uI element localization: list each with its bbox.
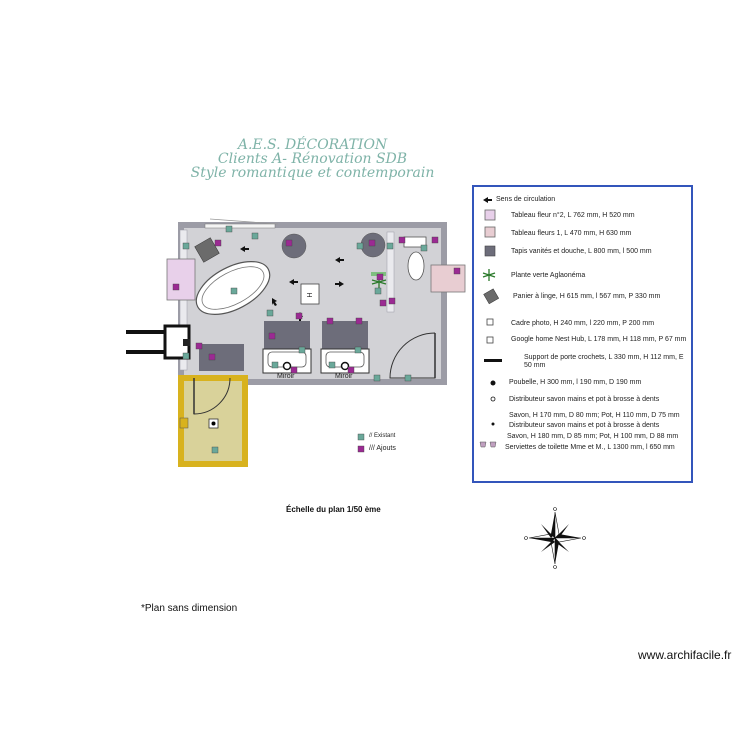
client-title: Clients A- Rénovation SDB bbox=[217, 151, 408, 167]
bin-icon bbox=[491, 381, 496, 386]
credit-label: www.archifacile.fr bbox=[638, 648, 732, 662]
company-title: A.E.S. DÉCORATION bbox=[237, 137, 388, 153]
existing-key-label: // Existant bbox=[369, 433, 396, 439]
legend-item-0: Sens de circulation bbox=[496, 196, 556, 203]
legend-item-11: Savon, H 170 mm, D 80 mm; Pot, H 110 mm, D 75 mm bbox=[509, 412, 680, 419]
pink-square-icon bbox=[485, 210, 495, 220]
legend-item-6: Cadre photo, H 240 mm, l 220 mm, P 200 mm bbox=[511, 320, 655, 327]
scale-label: Échelle du plan 1/50 ème bbox=[286, 505, 381, 514]
legend-item-14: Serviettes de toilette Mme et M., L 1300 mm, l 650 mm bbox=[505, 444, 675, 451]
rose-square-icon bbox=[485, 227, 495, 237]
dispenser2-icon bbox=[492, 423, 495, 426]
svg-text:H: H bbox=[305, 292, 312, 298]
frame-icon bbox=[487, 319, 493, 325]
dispenser-icon bbox=[491, 397, 495, 401]
style-title: Style romantique et contemporain bbox=[190, 165, 435, 181]
no-dimension-note: *Plan sans dimension bbox=[141, 603, 238, 614]
legend-item-2: Tableau fleurs 1, L 470 mm, H 630 mm bbox=[511, 230, 632, 237]
grey-square-icon bbox=[485, 246, 495, 256]
arrow-icon bbox=[483, 197, 492, 203]
legend-item-12: Distributeur savon mains et pot à brosse à dents bbox=[509, 422, 660, 429]
legend-item-5: Panier à linge, H 615 mm, l 567 mm, P 330 mm bbox=[513, 293, 661, 300]
towel-icon bbox=[480, 442, 486, 447]
legend-item-8: Support de porte crochets, L 330 mm, H 112 mm, E 50 mm bbox=[524, 354, 684, 369]
legend-item-10: Distributeur savon mains et pot à brosse à dents bbox=[509, 396, 660, 403]
basket-icon bbox=[484, 289, 499, 304]
legend-item-3: Tapis vanités et douche, L 800 mm, l 500 mm bbox=[511, 248, 652, 255]
legend-item-7: Google home Nest Hub, L 178 mm, H 118 mm, P 67 mm bbox=[511, 336, 687, 343]
legend-item-1: Tableau fleur n°2, L 762 mm, H 520 mm bbox=[511, 212, 635, 219]
hook-icon bbox=[484, 359, 502, 362]
compass-rose bbox=[525, 508, 586, 569]
legend-item-4: Plante verte Aglaonéma bbox=[511, 272, 586, 279]
plant-icon bbox=[483, 269, 495, 281]
legend-item-9: Poubelle, H 300 mm, l 190 mm, D 190 mm bbox=[509, 379, 642, 386]
mirror-label-left: Miroir bbox=[277, 373, 295, 380]
mirror-label-right: Miroir bbox=[335, 373, 353, 380]
added-key-label: /// Ajouts bbox=[369, 445, 396, 452]
painting-2 bbox=[167, 259, 195, 300]
hub-icon bbox=[487, 337, 493, 343]
legend bbox=[472, 185, 693, 483]
legend-item-13: Savon, H 180 mm, D 85 mm; Pot, H 100 mm, D 88 mm bbox=[507, 433, 679, 440]
